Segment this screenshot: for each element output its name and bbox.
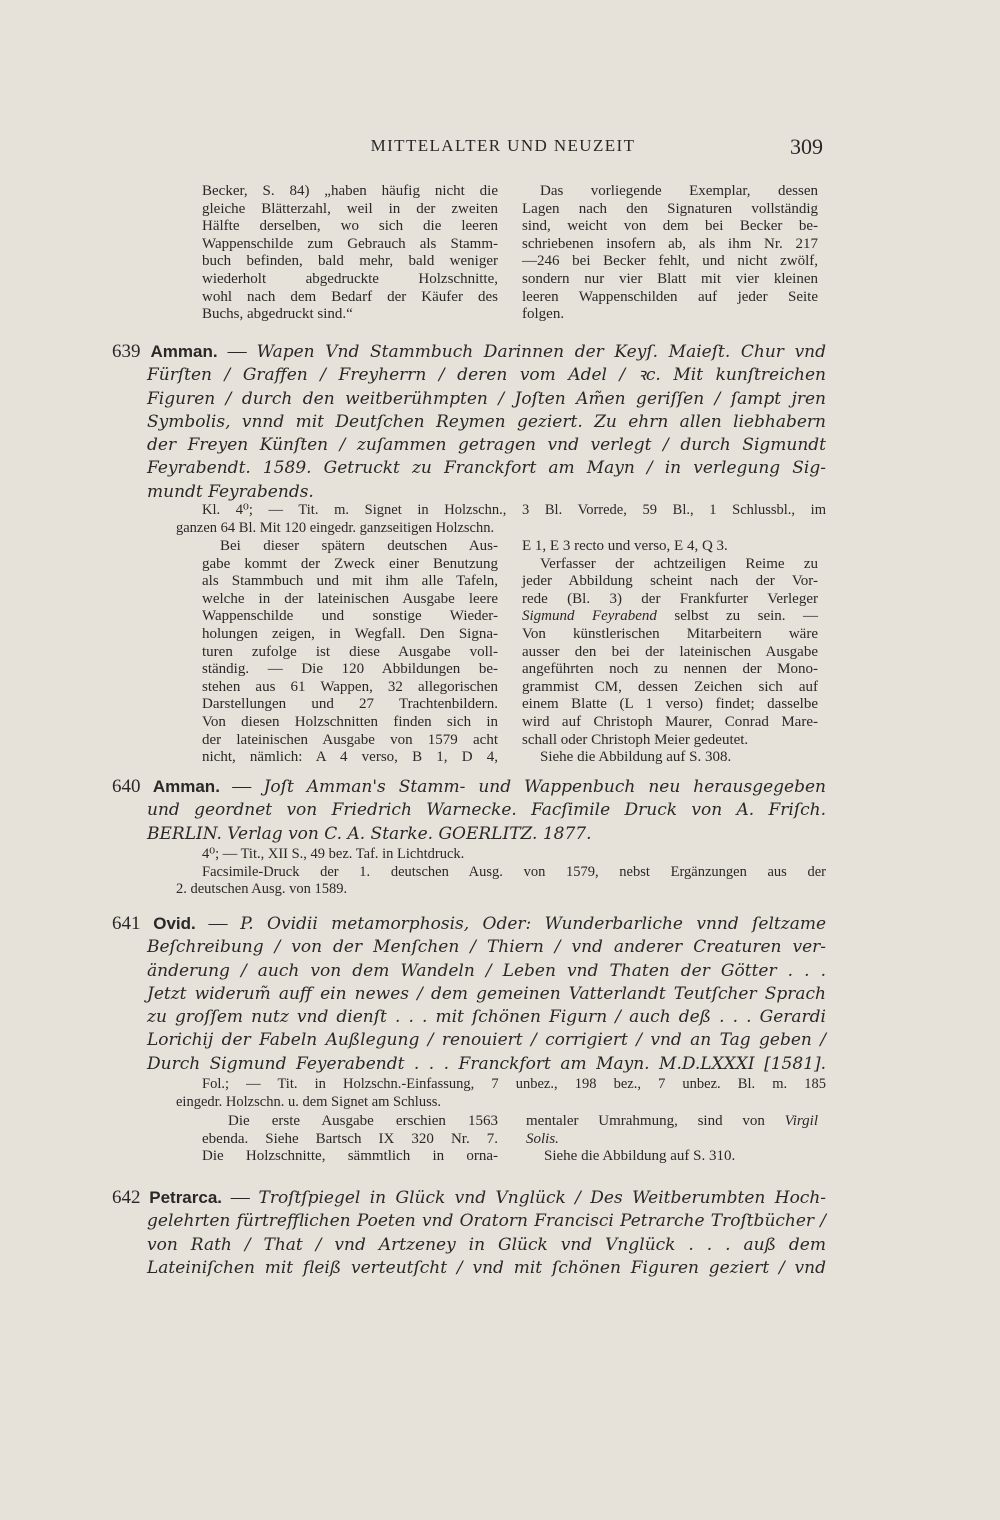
running-header [183, 136, 823, 160]
title-line: BERLIN. Verlag von C. A. Starke. GOERLITZ. 1877. [147, 823, 592, 844]
person-name: Virgil [784, 1113, 819, 1129]
title-line: gelehrten fürtrefflichen Poeten vnd Oratorn Francisci Petrarche Troſtbücher / [147, 1211, 826, 1232]
text-line: E 1, E 3 recto und verso, E 4, Q 3. [522, 538, 728, 554]
entry-number: 640 [112, 776, 141, 797]
entry-dash: — [208, 913, 228, 934]
title-line: zu groſſem nutz vnd dienſt . . . mit ſchönen Figurn / auch deß . . . Gerardi [147, 1007, 826, 1028]
collation-line: ganzen 64 Bl. Mit 120 eingedr. ganzseitigen Holzschn. [176, 519, 495, 536]
text-line [526, 1113, 818, 1131]
title-line: und geordnet von Friedrich Warnecke. Facſimile Druck von A. Friſch. [147, 800, 826, 821]
text-line: Becker, S. 84) „haben häufig nicht die [202, 183, 498, 199]
title-line: Lateiniſchen mit fleiß verteutſcht / vnd mit ſchönen Figuren geziert / vnd [147, 1257, 826, 1278]
title-line: Troſtſpiegel in Glück vnd Vnglück / Des Weitberumbten Hoch- [258, 1188, 827, 1208]
entry-639-collation [176, 502, 826, 537]
title-line: Fürſten / Graffen / Freyherrn / deren vom Adel / ꝛc. Mit kunſtreichen [147, 365, 826, 386]
text-line: ständig. — Die 120 Abbildungen be- [202, 661, 498, 678]
text-line: sind, weicht von dem bei Becker be- [522, 218, 818, 235]
collation-line: eingedr. Holzschn. u. dem Signet am Schluss. [176, 1093, 441, 1110]
person-name: Solis. [526, 1130, 559, 1147]
entry-author: Ovid. [153, 914, 196, 933]
text-line: Wappenschilde und sonstige Wieder- [202, 608, 498, 625]
text-line: gleiche Blätterzahl, weil in der zweiten [202, 200, 498, 217]
entry-641-title [112, 912, 826, 1076]
text-line: holungen zeigen, in Wegfall. Den Signa- [202, 625, 498, 642]
text-line: rede (Bl. 3) der Frankfurter Verleger [522, 590, 818, 607]
entry-640-collation [176, 846, 826, 899]
text-line: Wappenschilde zum Gebrauch als Stamm- [202, 235, 498, 252]
text-line: gabe kommt der Zweck einer Benutzung [202, 555, 498, 572]
text-line: Lagen nach den Signaturen vollständig [522, 200, 818, 217]
text-line: ebenda. Siehe Bartsch IX 320 Nr. 7. [202, 1130, 498, 1147]
entry-author: Petrarca. [149, 1188, 223, 1207]
title-line: P. Ovidii metamorphosis, Oder: Wunderbarliche vnnd ſeltzame [240, 914, 827, 934]
text-line: schriebenen insofern ab, als ihm Nr. 217 [522, 235, 818, 252]
text-line: sondern nur vier Blatt mit vier kleinen [522, 270, 818, 287]
text-line: stehen aus 61 Wappen, 32 allegorischen [202, 678, 498, 695]
title-line: Joſt Amman's Stamm- und Wappenbuch neu herausgegeben [263, 777, 827, 797]
text-line: turen zufolge ist diese Ausgabe voll- [202, 643, 498, 660]
text-line [522, 608, 818, 626]
title-line: Jetzt widerum̃ auff ein newes / dem gemeinen Vatterlandt Teutſcher Sprach [147, 983, 826, 1004]
text-line: schall oder Christoph Meier gedeutet. [522, 731, 749, 748]
title-line: änderung / auch von dem Wandeln / Leben vnd Thaten der Götter . . . [147, 960, 826, 981]
entry-dash: — [227, 341, 247, 362]
title-line: Feyrabendt. 1589. Getruckt zu Franckfort am Mayn / in verlegung Sig- [147, 458, 826, 479]
intro-left-column [202, 183, 498, 324]
intro-right-column [522, 183, 818, 324]
collation-line: Fol.; — Tit. in Holzschn.-Einfassung, 7 unbez., 198 bez., 7 unbez. Bl. m. 185 [202, 1076, 826, 1092]
text-line: welche in der lateinischen Ausgabe leere [202, 590, 498, 607]
text-line: Verfasser der achtzeiligen Reime zu [540, 555, 818, 572]
entry-641-left-column [202, 1113, 498, 1166]
text-line: wird auf Christoph Maurer, Conrad Mare- [522, 713, 818, 730]
text-fragment: mentaler Umrahmung, sind von [526, 1113, 765, 1129]
text-line: der lateinischen Ausgabe von 1579 acht [202, 731, 498, 748]
collation-line: 4⁰; — Tit., XII S., 49 bez. Taf. in Lichtdruck. [202, 846, 465, 862]
text-line: Das vorliegende Exemplar, dessen [540, 183, 818, 199]
collation-line: 2. deutschen Ausg. von 1589. [176, 881, 348, 897]
text-line: wohl nach dem Bedarf der Käufer des [202, 288, 498, 305]
text-line: Von künstlerischen Mitarbeitern wäre [522, 625, 818, 642]
entry-641-collation [176, 1076, 826, 1111]
entry-number: 641 [112, 913, 141, 934]
text-line: wiederholt abgedruckte Holzschnitte, [202, 270, 498, 287]
entry-author: Amman. [150, 342, 218, 361]
text-line: Von diesen Holzschnitten finden sich in [202, 713, 498, 730]
entry-639-left-column [202, 538, 498, 767]
entry-642-title [112, 1186, 826, 1280]
running-title: MITTELALTER UND NEUZEIT [370, 136, 636, 155]
collation-line: Facsimile-Druck der 1. deutschen Ausg. von 1579, nebst Ergänzungen aus der [202, 863, 826, 880]
text-line: leeren Wappenschilden auf jeder Seite [522, 288, 818, 305]
entry-number: 639 [112, 341, 141, 362]
text-line: grammist CM, dessen Zeichen sich auf [522, 678, 818, 695]
text-line: einem Blatte (L 1 verso) findet; dasselbe [522, 696, 818, 713]
title-line: mundt Feyrabends. [147, 481, 314, 502]
entry-number: 642 [112, 1187, 141, 1208]
text-line [526, 1131, 818, 1149]
text-line: Hälfte derselben, wo sich die leeren [202, 218, 498, 235]
title-line: Symbolis, vnnd mit Deutſchen Reymen geziert. Zu ehrn allen liebhabern [147, 411, 826, 432]
title-line: Figuren / durch den weitberühmpten / Joſten Am̃en geriſſen / ſampt jren [147, 388, 826, 409]
title-line: der Freyen Künſten / zuſammen getragen vnd verlegt / durch Sigmundt [147, 435, 826, 456]
text-line: Die erste Ausgabe erschien 1563 [228, 1113, 498, 1129]
title-line: Durch Sigmund Feyerabendt . . . Franckfort am Mayn. M.D.LXXXI [1581]. [147, 1053, 826, 1074]
title-line: Beſchreibung / von der Menſchen / Thiern / vnd anderer Creaturen ver- [147, 937, 826, 958]
text-line: nicht, nämlich: A 4 verso, B 1, D 4, [202, 749, 498, 766]
text-line: —246 bei Becker fehlt, und nicht zwölf, [522, 253, 818, 270]
text-line: Siehe die Abbildung auf S. 308. [540, 749, 732, 766]
entry-639-title [112, 340, 826, 504]
title-line: Wapen Vnd Stammbuch Darinnen der Keyſ. Maieſt. Chur vnd [256, 342, 827, 362]
text-line: ausser den bei der lateinischen Ausgabe [522, 643, 818, 660]
text-line: jeder Abbildung scheint nach der Vor- [522, 573, 818, 590]
page-number: 309 [790, 134, 823, 159]
text-line: buch befinden, bald mehr, bald weniger [202, 253, 498, 270]
text-line: Darstellungen und 27 Trachtenbildern. [202, 696, 498, 713]
person-name: Sigmund Feyrabend [522, 608, 657, 625]
title-line: von Rath / That / vnd Artzeney in Glück vnd Vnglück . . . auß dem [147, 1234, 826, 1255]
text-line: Siehe die Abbildung auf S. 310. [544, 1148, 736, 1165]
entry-640-title [112, 775, 826, 846]
entry-639-right-column [522, 538, 818, 767]
text-line: Buchs, abgedruckt sind.“ [202, 306, 353, 323]
text-line: Die Holzschnitte, sämmtlich in orna- [202, 1148, 498, 1165]
entry-dash: — [232, 776, 252, 797]
entry-author: Amman. [152, 777, 220, 796]
text-line: folgen. [522, 306, 565, 323]
text-line: angeführten noch zu nennen der Mono- [522, 661, 818, 678]
entry-dash: — [230, 1187, 250, 1208]
text-line: Bei dieser spätern deutschen Aus- [220, 538, 498, 554]
entry-641-right-column [526, 1113, 818, 1166]
text-fragment: selbst zu sein. — [674, 608, 818, 625]
title-line: Lorichij der Fabeln Außlegung / renouiert / corrigiert / vnd an Tag geben / [147, 1030, 826, 1051]
text-line: als Stammbuch und mit ihm alle Tafeln, [202, 573, 498, 590]
collation-line: Kl. 4⁰; — Tit. m. Signet in Holzschn., 3 Bl. Vorrede, 59 Bl., 1 Schlussbl., im [202, 502, 826, 518]
